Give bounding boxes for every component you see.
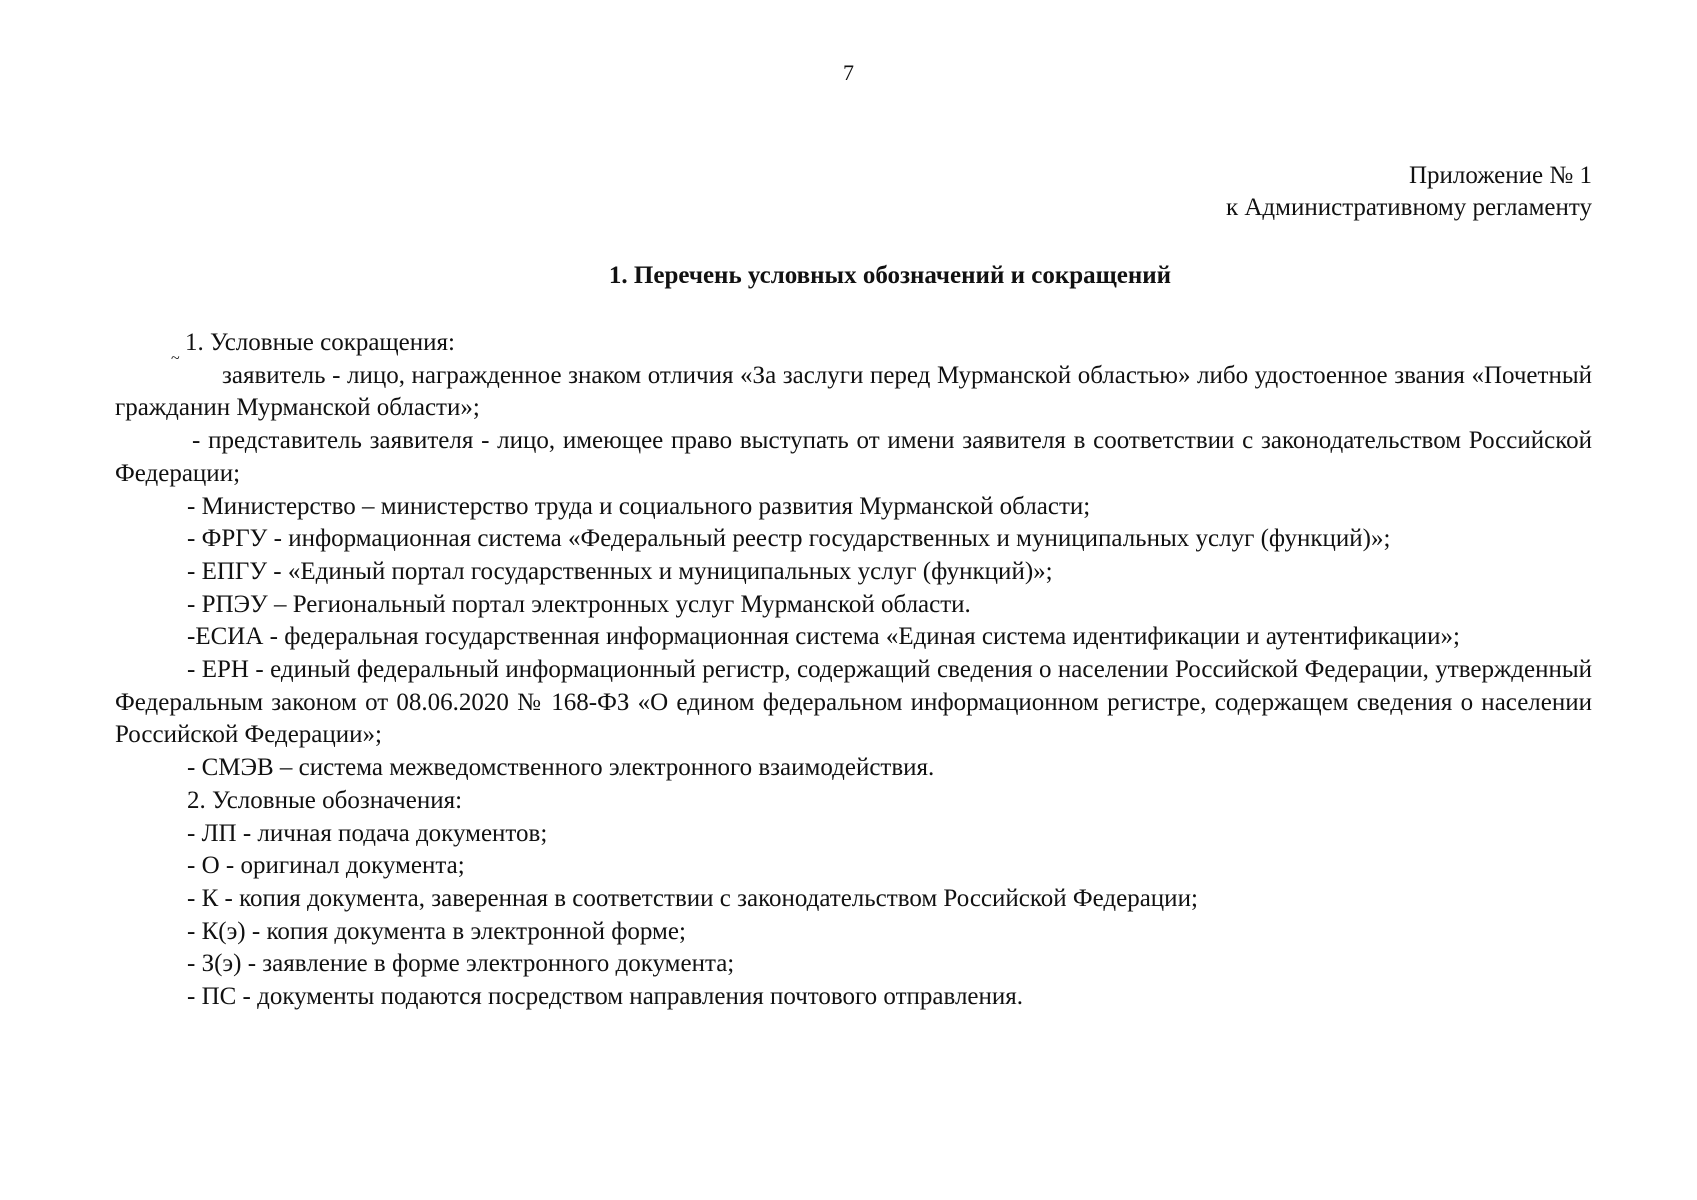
appendix-reference (1226, 160, 1592, 224)
symbol-z-e: - З(э) - заявление в форме электронного документа; (187, 950, 735, 978)
appendix-subtitle: к Административному регламенту (1225, 194, 1592, 221)
symbol-ps: - ПС - документы подаются посредством направления почтового отправления. (187, 983, 1024, 1011)
document-heading: 1. Перечень условных обозначений и сокращений (608, 262, 1172, 289)
symbol-lp: - ЛП - личная подача документов; (187, 819, 548, 847)
definition-smev: - СМЭВ – система межведомственного электронного взаимодействия. (187, 754, 935, 782)
definition-representative: - представитель заявителя - лицо, имеющее право выступать от имени заявителя в соответствии с законодательством Российской Федерации; (115, 427, 1592, 487)
appendix-title: Приложение № 1 (1408, 162, 1592, 189)
symbol-o: - О - оригинал документа; (187, 852, 465, 880)
definition-esia: -ЕСИА - федеральная государственная информационная система «Единая система идентификации и аутентификации»; (187, 623, 1460, 651)
definition-epgu: - ЕПГУ - «Единый портал государственных и муниципальных услуг (функций)»; (187, 557, 1053, 585)
definition-applicant: заявитель - лицо, награжденное знаком отличия «За заслуги перед Мурманской областью» либо удостоенное звания «Почетный гражданин Мурманской области»; (115, 361, 1592, 422)
section-conventional-abbreviations: 1. Условные сокращения: (185, 329, 455, 356)
symbol-k-e: - К(э) - копия документа в электронной форме; (187, 917, 686, 945)
definition-ministry: - Министерство – министерство труда и социального развития Мурманской области; (187, 492, 1091, 520)
symbol-k: - К - копия документа, заверенная в соответствии с законодательством Российской Федерации; (187, 884, 1198, 912)
section-conventional-symbols: 2. Условные обозначения: (187, 786, 463, 814)
scan-mark: ~ (171, 350, 180, 367)
definition-frgu: - ФРГУ - информационная система «Федеральный реестр государственных и муниципальных услуг (функций)»; (187, 525, 1391, 553)
document-body (115, 327, 1592, 1014)
definition-rpeu: - РПЭУ – Региональный портал электронных услуг Мурманской области. (187, 590, 971, 618)
definition-ern: - ЕРН - единый федеральный информационный регистр, содержащий сведения о населении Российской Федерации, утвержденный Федеральным законом от 08.06.2020 № 168-ФЗ «О едином федеральном информационном регистре, содержащем сведения о населении Российской Федерации»; (115, 656, 1592, 749)
page-number: 7 (843, 60, 854, 85)
